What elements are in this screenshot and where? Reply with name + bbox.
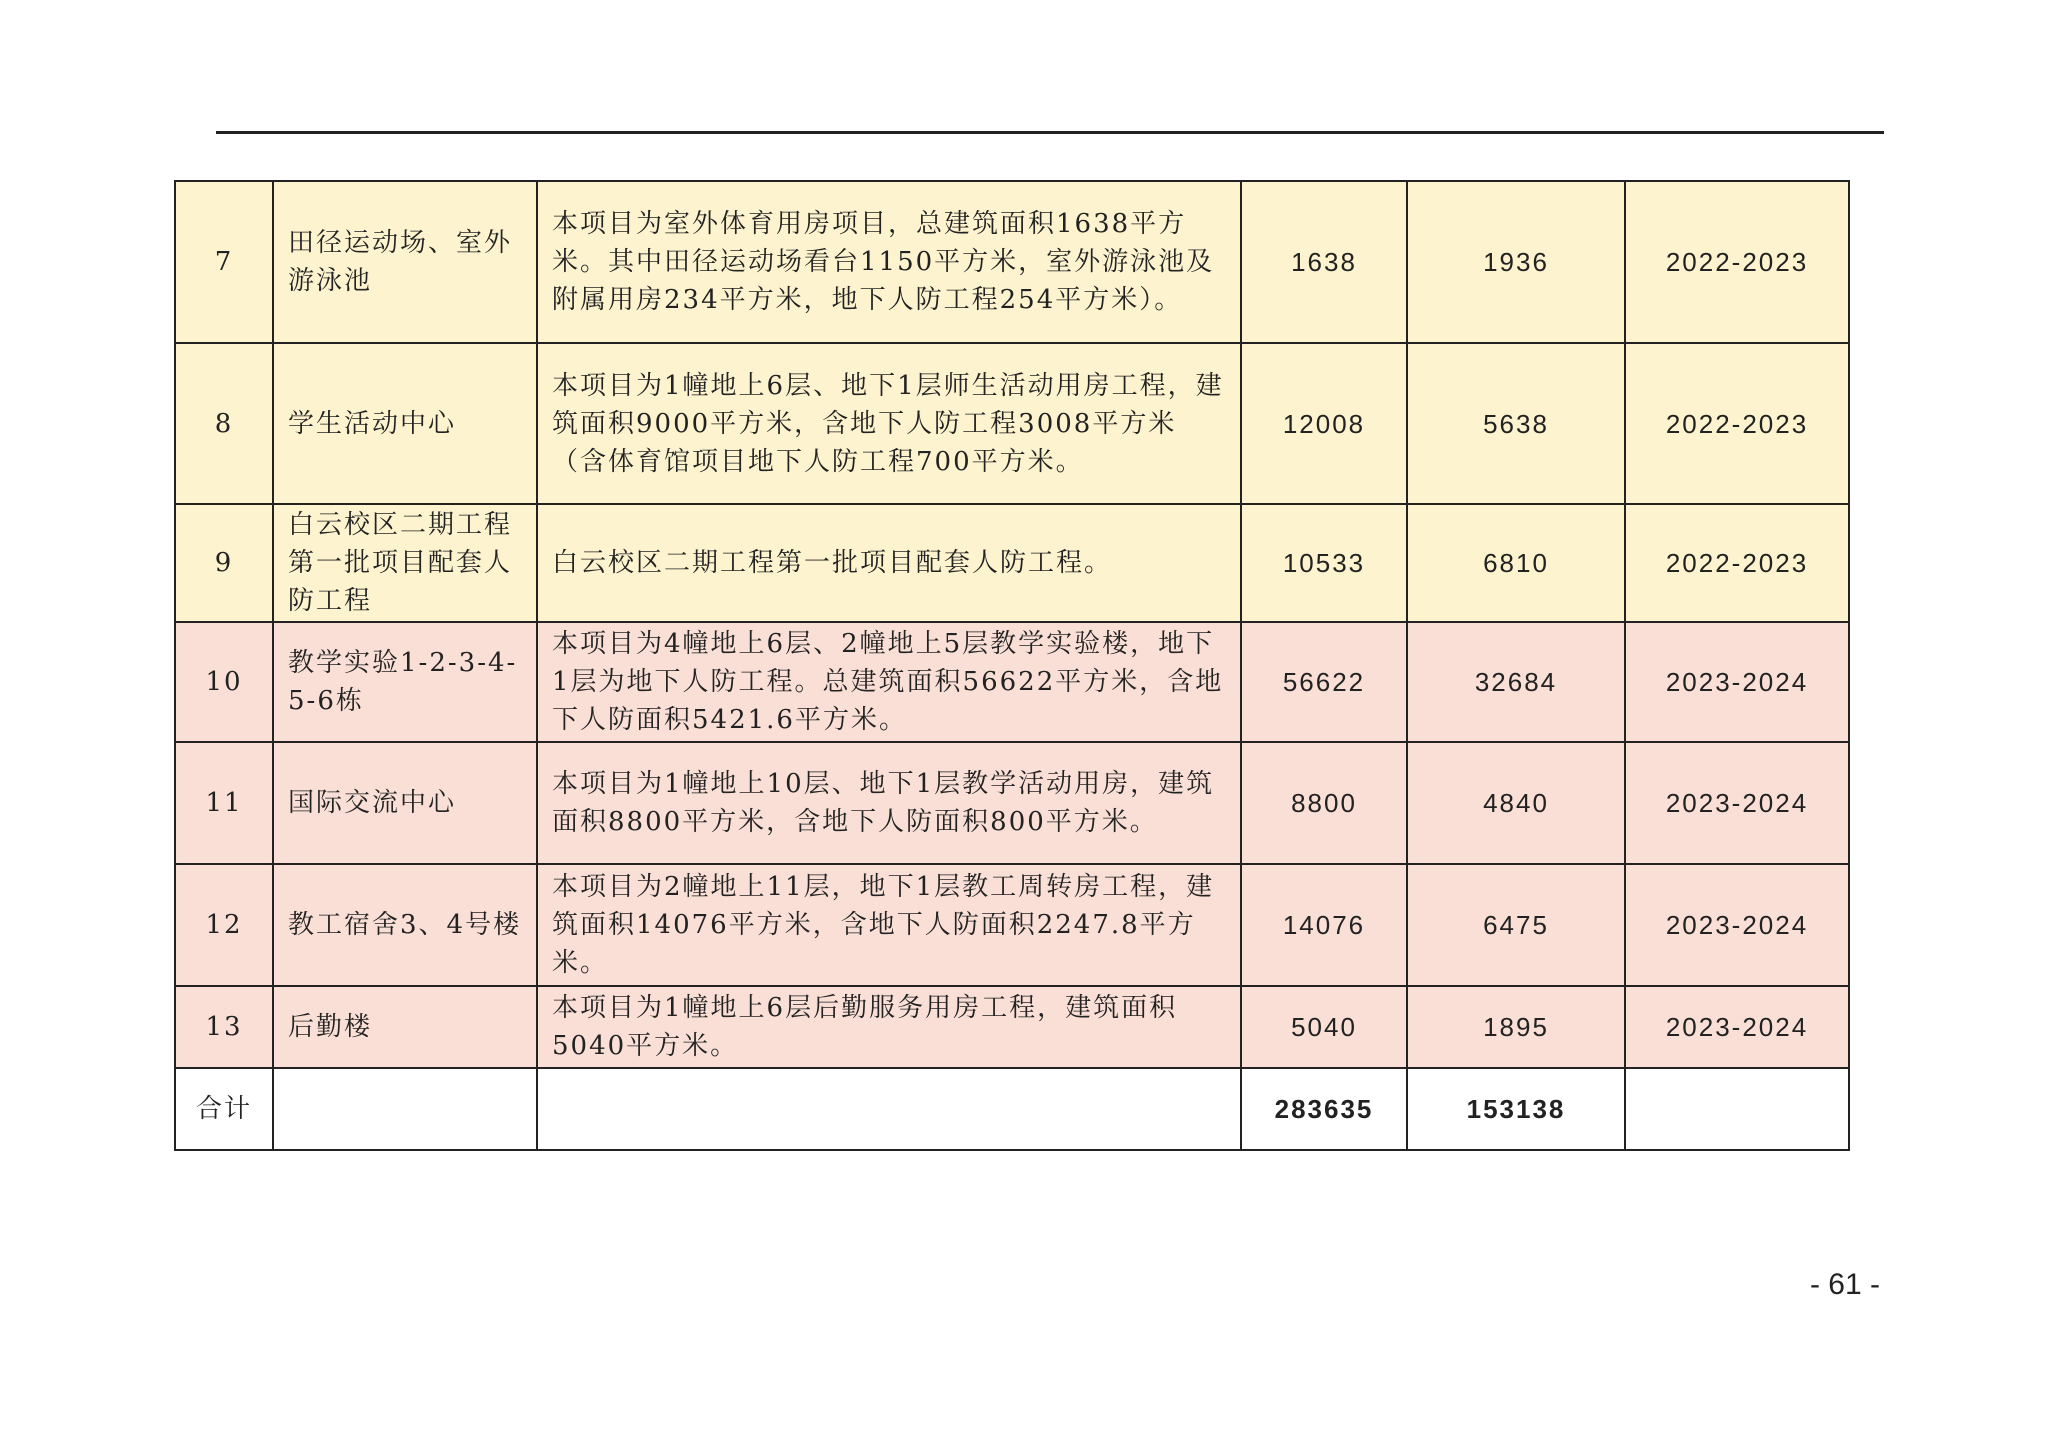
total-floor-area: 283635 xyxy=(1241,1068,1407,1150)
construction-period: 2023-2024 xyxy=(1625,986,1849,1068)
table-row xyxy=(175,864,1849,986)
project-name: 后勤楼 xyxy=(273,986,537,1068)
floor-area: 10533 xyxy=(1241,504,1407,622)
project-description: 本项目为4幢地上6层、2幢地上5层教学实验楼，地下1层为地下人防工程。总建筑面积56622平方米，含地下人防面积5421.6平方米。 xyxy=(537,622,1241,742)
project-table xyxy=(174,180,1850,1151)
table-row xyxy=(175,986,1849,1068)
project-name: 学生活动中心 xyxy=(273,343,537,504)
project-name: 白云校区二期工程第一批项目配套人防工程 xyxy=(273,504,537,622)
project-name: 田径运动场、室外游泳池 xyxy=(273,181,537,343)
project-description: 本项目为室外体育用房项目，总建筑面积1638平方米。其中田径运动场看台1150平方米，室外游泳池及附属用房234平方米，地下人防工程254平方米）。 xyxy=(537,181,1241,343)
row-number: 10 xyxy=(175,622,273,742)
empty-cell xyxy=(273,1068,537,1150)
floor-area: 14076 xyxy=(1241,864,1407,986)
project-name: 国际交流中心 xyxy=(273,742,537,864)
construction-period: 2023-2024 xyxy=(1625,622,1849,742)
floor-area: 5040 xyxy=(1241,986,1407,1068)
table-row xyxy=(175,504,1849,622)
project-name: 教工宿舍3、4号楼 xyxy=(273,864,537,986)
total-row xyxy=(175,1068,1849,1150)
row-number: 13 xyxy=(175,986,273,1068)
investment: 1895 xyxy=(1407,986,1625,1068)
construction-period: 2022-2023 xyxy=(1625,181,1849,343)
table-row xyxy=(175,343,1849,504)
investment: 4840 xyxy=(1407,742,1625,864)
row-number: 7 xyxy=(175,181,273,343)
row-number: 9 xyxy=(175,504,273,622)
project-description: 白云校区二期工程第一批项目配套人防工程。 xyxy=(537,504,1241,622)
construction-period: 2022-2023 xyxy=(1625,504,1849,622)
total-investment: 153138 xyxy=(1407,1068,1625,1150)
investment: 1936 xyxy=(1407,181,1625,343)
empty-cell xyxy=(537,1068,1241,1150)
row-number: 8 xyxy=(175,343,273,504)
floor-area: 8800 xyxy=(1241,742,1407,864)
row-number: 12 xyxy=(175,864,273,986)
empty-cell xyxy=(1625,1068,1849,1150)
project-description: 本项目为1幢地上6层后勤服务用房工程，建筑面积5040平方米。 xyxy=(537,986,1241,1068)
floor-area: 56622 xyxy=(1241,622,1407,742)
table-row xyxy=(175,742,1849,864)
floor-area: 12008 xyxy=(1241,343,1407,504)
header-rule xyxy=(216,131,1884,134)
construction-period: 2023-2024 xyxy=(1625,864,1849,986)
investment: 32684 xyxy=(1407,622,1625,742)
total-label: 合计 xyxy=(175,1068,273,1150)
table-row xyxy=(175,622,1849,742)
project-description: 本项目为1幢地上10层、地下1层教学活动用房，建筑面积8800平方米，含地下人防面积800平方米。 xyxy=(537,742,1241,864)
page-number: - 61 - xyxy=(1809,1268,1880,1301)
construction-period: 2022-2023 xyxy=(1625,343,1849,504)
investment: 6475 xyxy=(1407,864,1625,986)
construction-period: 2023-2024 xyxy=(1625,742,1849,864)
project-description: 本项目为2幢地上11层，地下1层教工周转房工程，建筑面积14076平方米，含地下人防面积2247.8平方米。 xyxy=(537,864,1241,986)
investment: 5638 xyxy=(1407,343,1625,504)
table-row xyxy=(175,181,1849,343)
floor-area: 1638 xyxy=(1241,181,1407,343)
row-number: 11 xyxy=(175,742,273,864)
project-description: 本项目为1幢地上6层、地下1层师生活动用房工程，建筑面积9000平方米，含地下人防工程3008平方米（含体育馆项目地下人防工程700平方米。 xyxy=(537,343,1241,504)
project-name: 教学实验1-2-3-4-5-6栋 xyxy=(273,622,537,742)
investment: 6810 xyxy=(1407,504,1625,622)
